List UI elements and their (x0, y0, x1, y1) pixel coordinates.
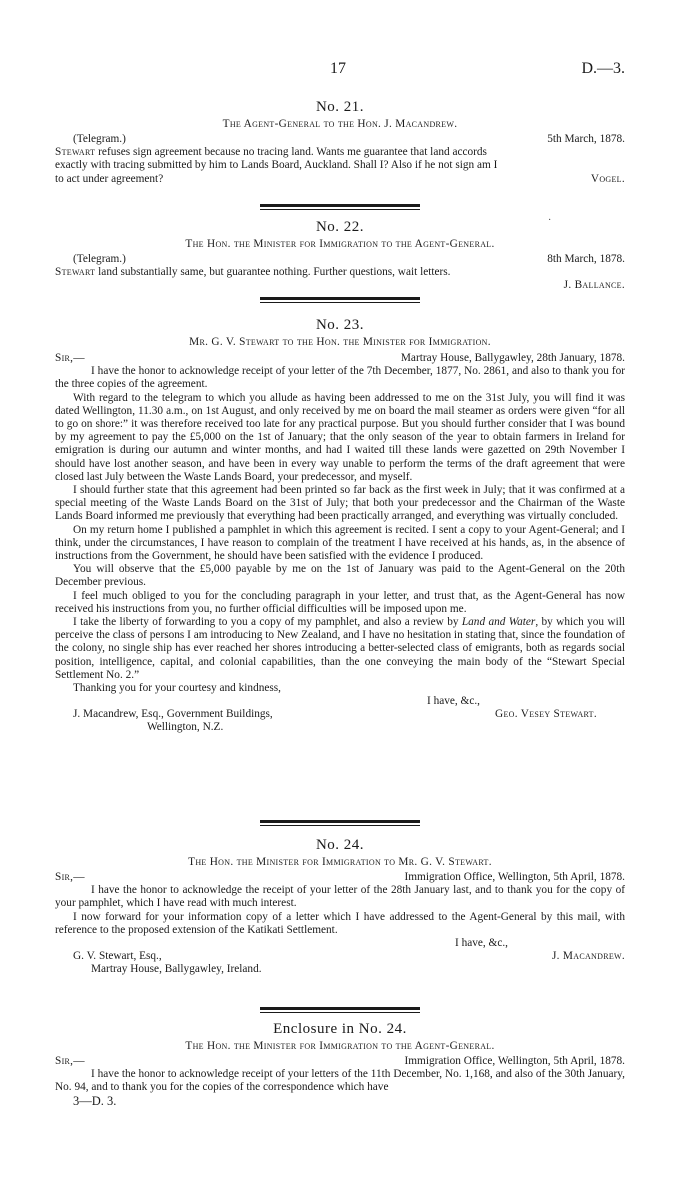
letter-paragraph: I should further state that this agreement had been printed so far back as the first week in July; that it was confirmed at a special meeting of the Waste Lands Board on the 31st of July; that both your predecessor and the Chairman of the Waste Lands Board informed me previously that everything had been practically arranged, and everything was virtually concluded. (55, 484, 625, 523)
section-no-24 (55, 836, 625, 976)
body-line: exactly with tracing submitted by him to Lands Board, Auckland. Shall I? Also if he not sign am I (55, 159, 498, 172)
salutation-row (55, 871, 625, 884)
date: 5th March, 1878. (547, 133, 625, 146)
enclosure-section (55, 1020, 625, 1108)
channel-label: (Telegram.) (73, 253, 126, 266)
section-heading: The Agent-General to the Hon. J. Macandrew. (222, 118, 458, 130)
section-heading: Mr. G. V. Stewart to the Hon. the Minister for Immigration. (189, 336, 491, 348)
letter-paragraph: On my return home I published a pamphlet in which this agreement is recited. I sent a copy to your Agent-General; and I think, under the circumstances, I have reason to complain of the treatment I have received at his hands, as, in the absence of instructions from the Government, he should have been satisfied with the evidence I produced. (55, 523, 625, 563)
section-heading: The Hon. the Minister for Immigration to Mr. G. V. Stewart. (188, 856, 492, 868)
section-no-21 (55, 98, 625, 186)
last-line-row (55, 173, 625, 186)
addressee-city: Wellington, N.Z. (147, 721, 224, 734)
address-date: Immigration Office, Wellington, 5th April, 1878. (404, 871, 625, 884)
enclosure-title: Enclosure in No. 24. (273, 1021, 407, 1037)
addressee-city-row (55, 721, 625, 734)
i-have: I have, &c., (427, 695, 481, 708)
section-divider (260, 297, 420, 300)
addressee-row (55, 708, 625, 721)
section-number: No. 21. (315, 99, 365, 115)
signature-mark: 3—D. 3. (73, 1093, 117, 1108)
page-header (55, 58, 625, 82)
salutation: Sir,— (55, 1055, 85, 1068)
i-have-row (55, 937, 625, 950)
section-number: No. 22. (315, 219, 365, 235)
addressee-address: Martray House, Ballygawley, Ireland. (91, 963, 262, 976)
address-date: Immigration Office, Wellington, 5th April, 1878. (404, 1055, 625, 1068)
addressee: G. V. Stewart, Esq., (73, 950, 162, 963)
publication-title: Land and Water (461, 616, 536, 629)
addressee: J. Macandrew, Esq., Government Buildings, (73, 708, 273, 721)
section-number: No. 23. (315, 317, 365, 333)
body-line: to act under agreement? (55, 172, 164, 185)
section-heading: The Hon. the Minister for Immigration to the Agent-General. (185, 1040, 495, 1052)
closing-line: Thanking you for your courtesy and kindness, (73, 682, 282, 695)
i-have-row (55, 695, 625, 708)
i-have: I have, &c., (455, 937, 509, 950)
section-heading: The Hon. the Minister for Immigration to the Agent-General. (185, 238, 495, 250)
section-number: No. 24. (315, 837, 365, 853)
page-number: 17 (330, 60, 346, 77)
section-divider (260, 204, 420, 207)
letter-paragraph: I have the honor to acknowledge the receipt of your letter of the 28th January last, and to thank you for the copy of your pamphlet, which I have read with much interest. (55, 884, 625, 910)
signature: Geo. Vesey Stewart. (494, 708, 597, 721)
document-reference: D.—3. (581, 60, 625, 77)
letter-paragraph: With regard to the telegram to which you allude as having been addressed to me on the 31st July, you will find it was dated Wellington, 11.30 a.m., on 1st August, and only received by me on board the mail steamer as orders were given “for all to go on shore:” it was therefore received too late for any practical purpose. But you should further consider that I was bound by my agreement to pay the £5,000 on the 1st of January; that the only season of the year to obtain farmers in Ireland for emigration is during our autumn and winter months, and had I waited till these lands were gazetted on 29th November I should have lost another season, and have been in every way unable to perform the terms of the draft agreement that were closed last July between the Waste Lands Board, your predecessor, and myself. (55, 391, 625, 483)
channel-date-row (55, 253, 625, 266)
letter-paragraph: I now forward for your information copy of a letter which I have addressed to the Agent-General by this mail, with reference to the proposed extension of the Katikati Settlement. (55, 910, 625, 936)
addressee-address-row (55, 963, 625, 976)
section-no-23 (55, 316, 625, 734)
signature: Vogel. (590, 172, 625, 185)
letter-paragraph: I have the honor to acknowledge receipt of your letter of the 7th December, 1877, No. 2861, and also to thank you for the three copies of the agreement. (55, 365, 625, 391)
section-no-22 (55, 218, 625, 293)
section-divider (260, 820, 420, 823)
sender-name: Stewart (55, 266, 96, 279)
speck-mark: · (548, 215, 552, 226)
body-line: refuses sign agreement because no tracing land. Wants me guarantee that land accords (95, 146, 487, 159)
salutation-row (55, 352, 625, 365)
channel-label: (Telegram.) (73, 133, 126, 146)
address-date: Martray House, Ballygawley, 28th January, 1878. (400, 352, 625, 365)
addressee-row (55, 950, 625, 963)
salutation-row (55, 1055, 625, 1068)
telegram-body: Stewart land substantially same, but guarantee nothing. Further questions, wait letters. (55, 266, 451, 279)
signature: J. Ballance. (563, 279, 625, 292)
letter-paragraph: I have the honor to acknowledge receipt of your letters of the 11th December, No. 1,168, and also of the 30th January, No. 94, and to thank you for the copies of the correspondence which have (55, 1068, 625, 1094)
sender-name: Stewart (55, 146, 96, 159)
channel-date-row (55, 133, 625, 146)
signature: J. Macandrew. (551, 950, 625, 963)
letter-paragraph: I feel much obliged to you for the concluding paragraph in your letter, and trust that, as the Agent-General has now received his instructions from you, no further official difficulties will be imposed upon me. (55, 589, 625, 615)
salutation: Sir,— (55, 352, 85, 365)
section-divider (260, 1007, 420, 1010)
telegram-body (55, 146, 625, 159)
salutation: Sir,— (55, 871, 85, 884)
letter-paragraph: I take the liberty of forwarding to you a copy of my pamphlet, and also a review by Land and Water, by which you will perceive the class of persons I am introducing to New Zealand, and I have no hesitation in stating that, since the foundation of the colony, no single ship has ever reached her shores introducing a better-selected class of emigrants, both as regards social position, intelligence, capital, and colonial capabilities, than the one conveying the main body of the “Stewart Special Settlement No. 2.” (55, 616, 626, 681)
letter-paragraph: You will observe that the £5,000 payable by me on the 1st of January was paid to the Agent-General on the 20th December previous. (55, 563, 625, 589)
date: 8th March, 1878. (547, 253, 625, 266)
